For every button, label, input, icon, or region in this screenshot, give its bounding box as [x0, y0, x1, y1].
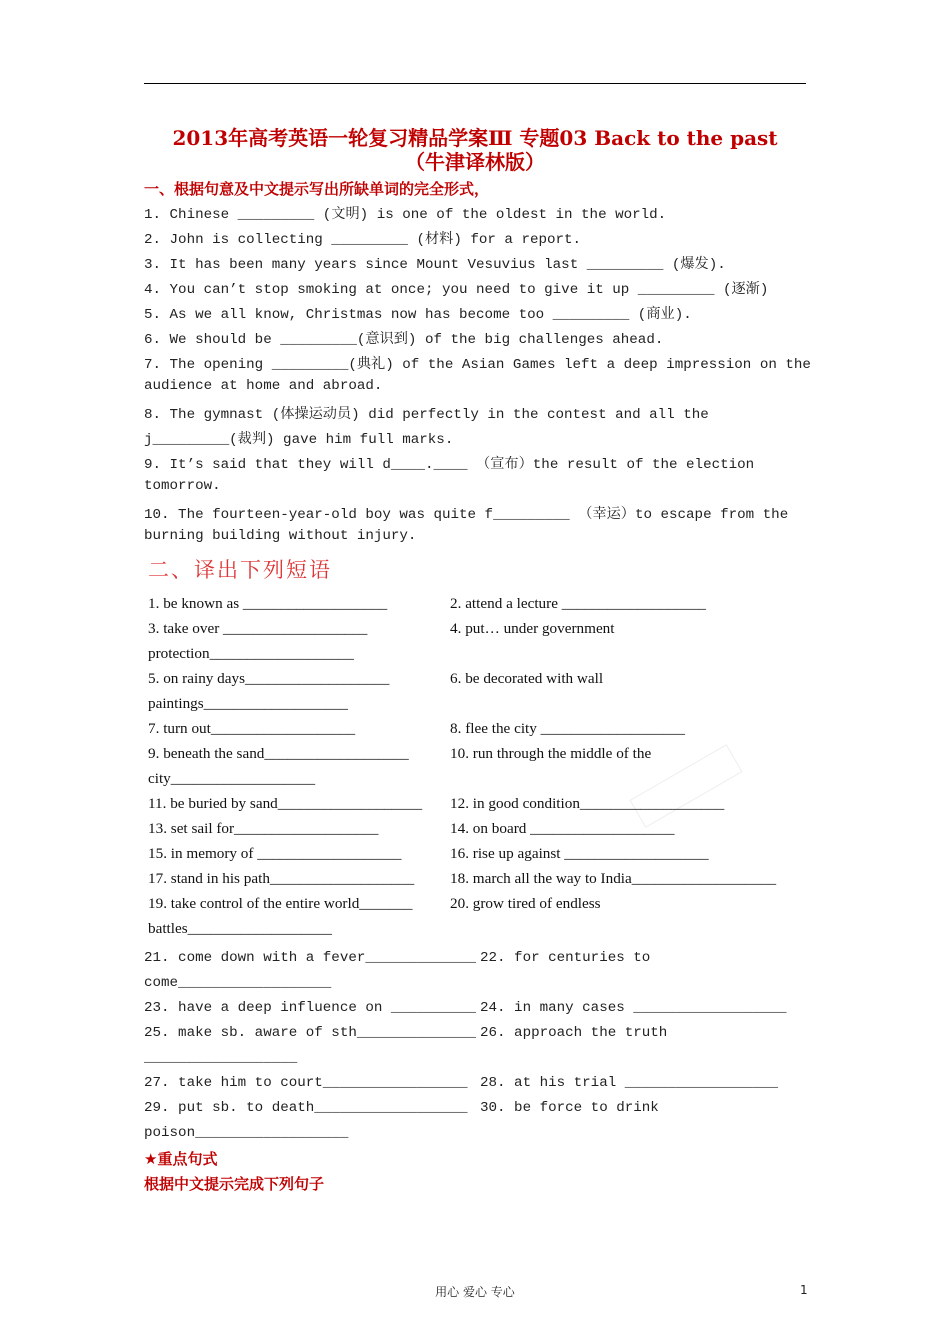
phrase-item: 22. for centuries to: [480, 950, 651, 966]
exercise-line: 3. It has been many years since Mount Vesuvius last _________ (爆发).: [144, 257, 726, 273]
phrase-item: 3. take over ___________________: [148, 620, 368, 637]
exercise-line: 8. The gymnast (体操运动员) did perfectly in the contest and all the: [144, 407, 709, 423]
phrase-item: 4. put… under government: [450, 620, 615, 637]
exercise-line: 9. It’s said that they will d____.____ （宣布）the result of the election: [144, 457, 755, 473]
exercise-line: 4. You can’t stop smoking at once; you need to give it up _________ (逐渐): [144, 282, 769, 298]
phrase-item: city___________________: [148, 770, 316, 787]
exercise-line: 7. The opening _________(典礼) of the Asian Games left a deep impression on the: [144, 357, 811, 373]
phrase-item: battles___________________: [148, 920, 332, 937]
exercise-line: 10. The fourteen-year-old boy was quite f_________ （幸运）to escape from the: [144, 507, 789, 523]
exercise-line: 5. As we all know, Christmas now has become too _________ (商业).: [144, 307, 692, 323]
phrase-item: 17. stand in his path___________________: [148, 870, 415, 887]
phrase-item: 12. in good condition___________________: [450, 795, 725, 812]
phrase-item: 6. be decorated with wall: [450, 670, 604, 687]
exercise-line: tomorrow.: [144, 478, 221, 494]
phrase-item: paintings___________________: [148, 695, 348, 712]
phrase-item: 10. run through the middle of the: [450, 745, 652, 762]
phrase-item: 24. in many cases __________________: [480, 1000, 787, 1016]
page-number: 1: [800, 1283, 808, 1297]
phrase-item: protection___________________: [148, 645, 354, 662]
exercise-line: audience at home and abroad.: [144, 378, 383, 394]
phrase-item: 7. turn out___________________: [148, 720, 356, 737]
exercise-line: 1. Chinese _________ (文明) is one of the oldest in the world.: [144, 207, 667, 223]
phrase-item: 27. take him to court_________________: [144, 1075, 468, 1091]
phrase-item: 14. on board ___________________: [450, 820, 675, 837]
phrase-item: 15. in memory of ___________________: [148, 845, 402, 862]
document-subtitle: （牛津译林版）: [405, 150, 545, 174]
phrase-item: 20. grow tired of endless: [450, 895, 601, 912]
phrase-item: 23. have a deep influence on __________: [144, 1000, 477, 1016]
phrase-item: 5. on rainy days___________________: [148, 670, 390, 687]
phrase-item: 1. be known as ___________________: [148, 595, 388, 612]
document-title: 2013年高考英语一轮复习精品学案Ⅲ 专题03 Back to the past: [172, 126, 778, 150]
phrase-item: 21. come down with a fever_____________: [144, 950, 477, 966]
phrase-item: 29. put sb. to death__________________: [144, 1100, 468, 1116]
phrase-item: come__________________: [144, 975, 332, 991]
phrase-item: 2. attend a lecture ___________________: [450, 595, 707, 612]
phrase-item: 19. take control of the entire world_______: [148, 895, 413, 912]
phrase-item: 8. flee the city ___________________: [450, 720, 685, 737]
key-sentences-heading: ★重点句式: [144, 1150, 218, 1168]
phrase-item: 28. at his trial __________________: [480, 1075, 778, 1091]
phrase-item: 9. beneath the sand___________________: [148, 745, 409, 762]
phrase-item: 30. be force to drink: [480, 1100, 659, 1116]
header-rule: [144, 83, 806, 84]
section1-heading: 一、根据句意及中文提示写出所缺单词的完全形式，: [144, 180, 490, 198]
phrase-item: __________________: [144, 1050, 298, 1066]
key-sentences-subheading: 根据中文提示完成下列句子: [144, 1175, 325, 1193]
exercise-line: 6. We should be _________(意识到) of the big challenges ahead.: [144, 332, 664, 348]
phrase-item: poison__________________: [144, 1125, 349, 1141]
section2-heading: 二、译出下列短语: [148, 558, 332, 582]
exercise-line: j_________(裁判) gave him full marks.: [144, 432, 454, 448]
phrase-item: 13. set sail for___________________: [148, 820, 379, 837]
page-footer: 用心 爱心 专心: [435, 1285, 515, 1299]
phrase-item: 25. make sb. aware of sth______________: [144, 1025, 477, 1041]
phrase-item: 11. be buried by sand___________________: [148, 795, 423, 812]
exercise-line: burning building without injury.: [144, 528, 417, 544]
exercise-line: 2. John is collecting _________ (材料) for a report.: [144, 232, 582, 248]
phrase-item: 26. approach the truth: [480, 1025, 668, 1041]
phrase-item: 16. rise up against ___________________: [450, 845, 709, 862]
phrase-item: 18. march all the way to India___________________: [450, 870, 777, 887]
